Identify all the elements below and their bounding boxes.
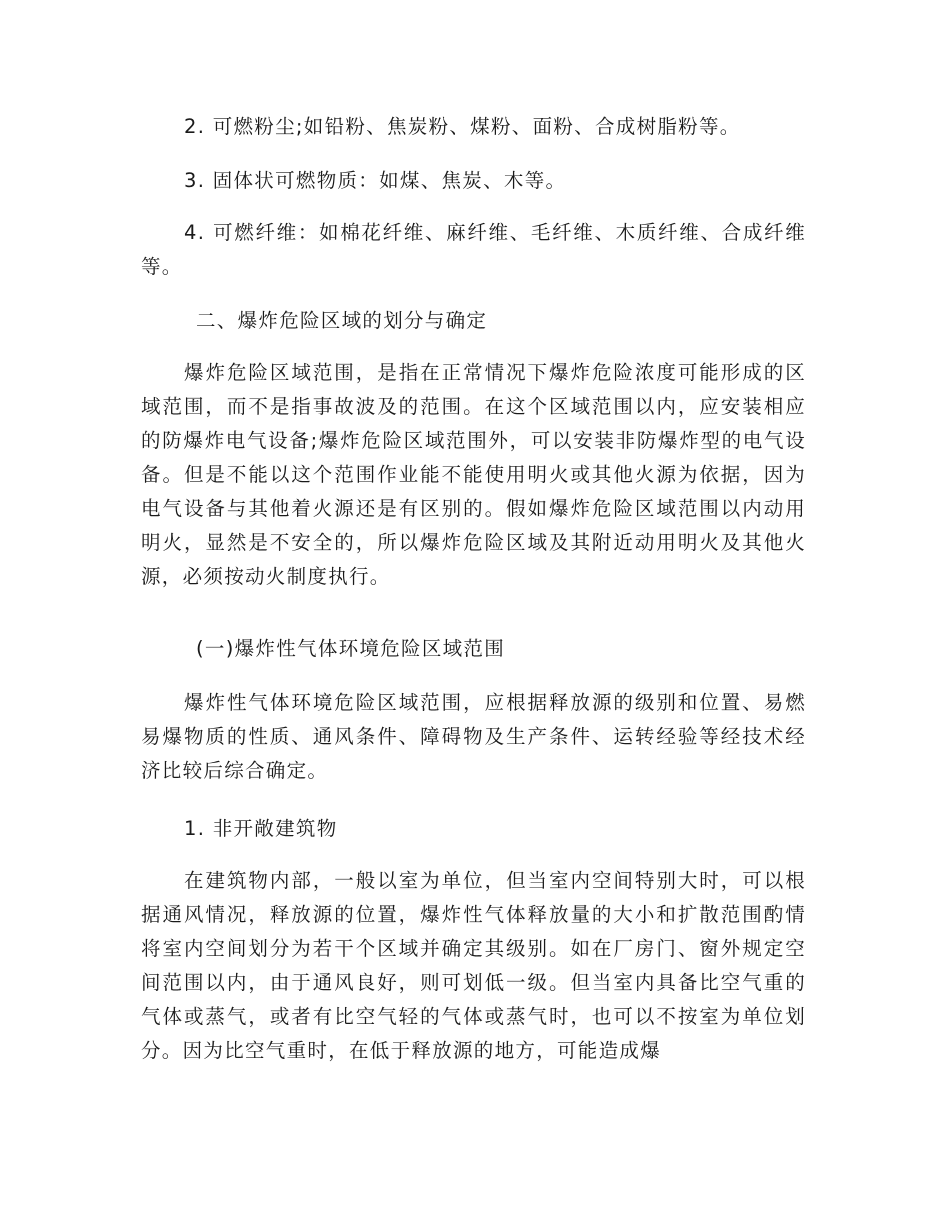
item-heading-enclosed-building: 1. 非开敞建筑物 bbox=[184, 817, 338, 840]
paragraph-enclosed-building: 在建筑物内部，一般以室为单位，但当室内空间特别大时，可以根据通风情况，释放源的位置，爆炸性气体释放量的大小和扩散范围酌情将室内空间划分为若干个区域并确定其级别。如在厂房门、窗外规定空间范围以内，由于通风良好，则可划低一级。但当室内具备比空气重的气体或蒸气，或者有比空气轻的气体或蒸气时，也可以不按室为单位划分。因为比空气重时，在低于释放源的地方，可能造成爆 bbox=[141, 869, 806, 1062]
list-item-combustible-fibers: 4. 可燃纤维：如棉花纤维、麻纤维、毛纤维、木质纤维、合成纤维等。 bbox=[141, 221, 806, 278]
paragraph-gas-environment: 爆炸性气体环境危险区域范围，应根据释放源的级别和位置、易燃易爆物质的性质、通风条件、障碍物及生产条件、运转经验等经技术经济比较后综合确定。 bbox=[141, 691, 806, 782]
subsection-heading-gas-environment: (一)爆炸性气体环境危险区域范围 bbox=[196, 637, 506, 660]
paragraph-hazard-zone-definition: 爆炸危险区域范围，是指在正常情况下爆炸危险浓度可能形成的区域范围，而不是指事故波及的范围。在这个区域范围以内，应安装相应的防爆炸电气设备;爆炸危险区域范围外，可以安装非防爆炸型的电气设备。但是不能以这个范围作业能不能使用明火或其他火源为依据，因为电气设备与其他着火源还是有区别的。假如爆炸危险区域范围以内动用明火，显然是不安全的，所以爆炸危险区域及其附近动用明火及其他火源，必须按动火制度执行。 bbox=[141, 361, 806, 588]
section-heading-hazard-zone: 二、爆炸危险区域的划分与确定 bbox=[196, 309, 488, 332]
list-item-combustible-dust: 2. 可燃粉尘;如铅粉、焦炭粉、煤粉、面粉、合成树脂粉等。 bbox=[184, 115, 741, 138]
list-item-solid-combustibles: 3. 固体状可燃物质：如煤、焦炭、木等。 bbox=[184, 169, 567, 192]
